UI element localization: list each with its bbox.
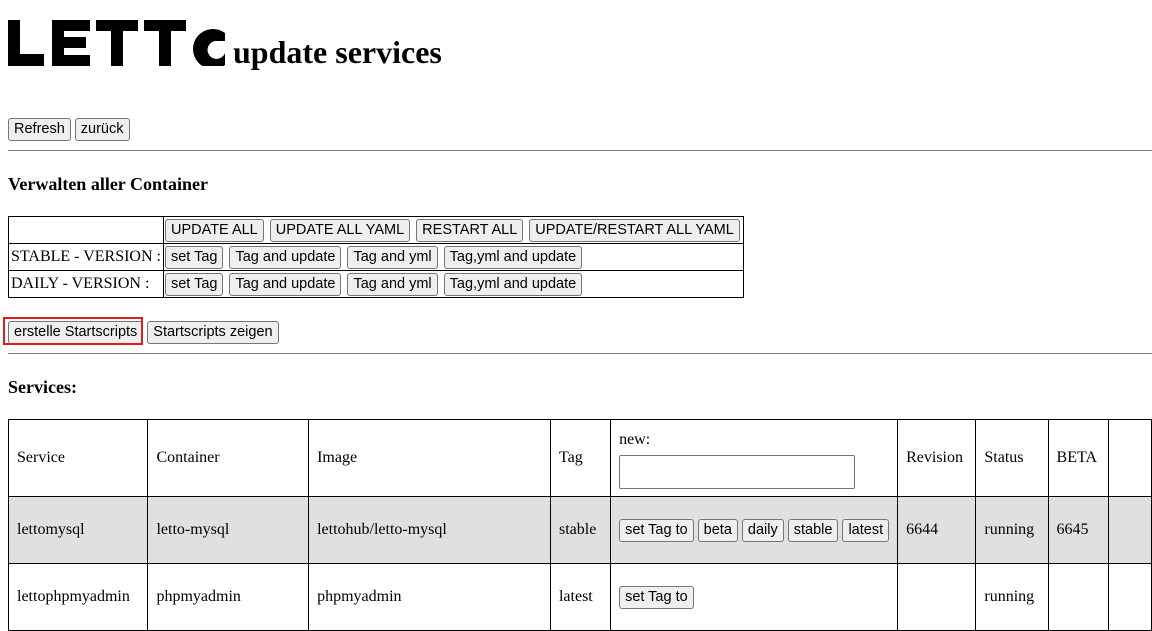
col-next-header bbox=[1109, 420, 1152, 497]
letto-logo bbox=[8, 20, 226, 66]
divider bbox=[8, 150, 1152, 151]
beta-cell: 6645 bbox=[1048, 497, 1109, 564]
col-container-header: Container bbox=[148, 420, 309, 497]
stable-tag-yml-button[interactable]: Tag and yml bbox=[347, 246, 437, 269]
stable-tag-yml-update-button[interactable]: Tag,yml and update bbox=[444, 246, 583, 269]
col-image-header: Image bbox=[309, 420, 551, 497]
stable-actions bbox=[163, 244, 743, 271]
col-beta-header: BETA bbox=[1048, 420, 1109, 497]
daily-version-label: DAILY - VERSION : bbox=[9, 271, 164, 298]
restart-all-button[interactable]: RESTART ALL bbox=[416, 219, 523, 242]
tag-actions-cell bbox=[611, 497, 898, 564]
manage-row-daily bbox=[9, 271, 744, 298]
set-tag-to-button[interactable]: set Tag to bbox=[619, 586, 694, 609]
refresh-button[interactable]: Refresh bbox=[8, 118, 71, 141]
table-row bbox=[9, 497, 1152, 564]
tag-stable-button[interactable]: stable bbox=[788, 519, 839, 542]
tag-actions-cell bbox=[611, 564, 898, 631]
manage-label-empty bbox=[9, 217, 164, 244]
stable-tag-update-button[interactable]: Tag and update bbox=[229, 246, 341, 269]
tag-cell: stable bbox=[550, 497, 610, 564]
update-restart-all-yaml-button[interactable]: UPDATE/RESTART ALL YAML bbox=[529, 219, 740, 242]
col-status-header: Status bbox=[976, 420, 1048, 497]
revision-cell bbox=[898, 564, 976, 631]
services-table bbox=[8, 419, 1152, 631]
overflow-cell bbox=[1109, 564, 1152, 631]
overflow-cell bbox=[1109, 497, 1152, 564]
beta-cell bbox=[1048, 564, 1109, 631]
create-startscripts-button[interactable]: erstelle Startscripts bbox=[8, 321, 143, 344]
services-header-row bbox=[9, 420, 1152, 497]
back-button[interactable]: zurück bbox=[75, 118, 130, 141]
table-row bbox=[9, 564, 1152, 631]
show-startscripts-button[interactable]: Startscripts zeigen bbox=[147, 321, 278, 344]
services-section-title: Services: bbox=[8, 377, 77, 397]
manage-section-title: Verwalten aller Container bbox=[8, 174, 208, 194]
daily-tag-update-button[interactable]: Tag and update bbox=[229, 273, 341, 296]
container-cell: letto-mysql bbox=[148, 497, 309, 564]
manage-row-stable bbox=[9, 244, 744, 271]
top-toolbar bbox=[8, 118, 130, 141]
image-cell: phpmyadmin bbox=[309, 564, 551, 631]
daily-tag-yml-update-button[interactable]: Tag,yml and update bbox=[444, 273, 583, 296]
col-service-header: Service bbox=[9, 420, 148, 497]
service-cell: lettomysql bbox=[9, 497, 148, 564]
manage-row-all bbox=[9, 217, 744, 244]
tag-daily-button[interactable]: daily bbox=[742, 519, 784, 542]
update-all-yaml-button[interactable]: UPDATE ALL YAML bbox=[270, 219, 410, 242]
stable-set-tag-button[interactable]: set Tag bbox=[165, 246, 224, 269]
col-new-header bbox=[611, 420, 898, 497]
manage-all-actions bbox=[163, 217, 743, 244]
col-tag-header: Tag bbox=[550, 420, 610, 497]
daily-tag-yml-button[interactable]: Tag and yml bbox=[347, 273, 437, 296]
page-title: update services bbox=[233, 34, 442, 70]
manage-containers-table bbox=[8, 216, 744, 298]
tag-latest-button[interactable]: latest bbox=[842, 519, 889, 542]
status-cell: running bbox=[976, 497, 1048, 564]
divider bbox=[8, 353, 1152, 354]
service-cell: lettophpmyadmin bbox=[9, 564, 148, 631]
image-cell: lettohub/letto-mysql bbox=[309, 497, 551, 564]
daily-actions bbox=[163, 271, 743, 298]
daily-set-tag-button[interactable]: set Tag bbox=[165, 273, 224, 296]
stable-version-label: STABLE - VERSION : bbox=[9, 244, 164, 271]
revision-cell: 6644 bbox=[898, 497, 976, 564]
tag-cell: latest bbox=[550, 564, 610, 631]
new-tag-input[interactable] bbox=[619, 455, 855, 489]
status-cell: running bbox=[976, 564, 1048, 631]
col-revision-header: Revision bbox=[898, 420, 976, 497]
new-tag-label: new: bbox=[619, 430, 651, 448]
container-cell: phpmyadmin bbox=[148, 564, 309, 631]
tag-beta-button[interactable]: beta bbox=[698, 519, 738, 542]
startscripts-toolbar bbox=[8, 321, 279, 344]
set-tag-to-button[interactable]: set Tag to bbox=[619, 519, 694, 542]
update-all-button[interactable]: UPDATE ALL bbox=[165, 219, 264, 242]
